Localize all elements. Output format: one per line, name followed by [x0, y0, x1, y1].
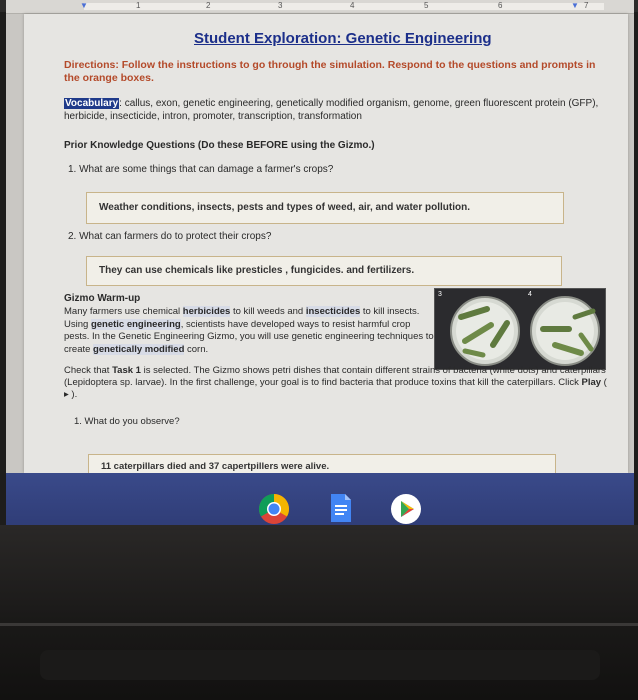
question-1: 1. What are some things that can damage a farmer's crops?	[68, 164, 334, 175]
warmup-text: , scientists have developed ways to resist harmful crop pests. In the Genetic Engineering Gizmo, you will use genetic engineering techniques to create	[64, 318, 434, 355]
term-genetically-modified: genetically modified	[93, 343, 185, 355]
gizmo-screenshot	[434, 288, 606, 370]
term-genetic-engineering: genetic engineering	[90, 318, 181, 330]
petri-dishes-image	[435, 289, 605, 369]
vocabulary-text	[64, 97, 609, 123]
question-observe: 1. What do you observe?	[74, 416, 180, 427]
warmup-text: to kill weeds and	[230, 306, 306, 317]
vocabulary-list: : callus, exon, genetic engineering, genetically modified organism, genome, green fluorescent protein (GFP), herbicide, insecticide, intron, promoter, transcription, transformation	[64, 98, 599, 122]
term-insecticides: insecticides	[305, 306, 361, 317]
play-label: Play	[581, 377, 602, 388]
task-instructions	[64, 365, 609, 401]
document-page[interactable]	[24, 14, 628, 473]
ruler-number: 7	[584, 1, 589, 10]
vocabulary-label: Vocabulary	[65, 98, 119, 109]
screen	[6, 0, 634, 538]
warmup-text: to kill insects. Using	[64, 306, 420, 330]
ruler-track	[84, 3, 604, 10]
ruler-number: 5	[424, 1, 429, 10]
ruler	[6, 0, 634, 14]
ruler-number: 3	[278, 1, 283, 10]
docs-icon[interactable]	[330, 493, 352, 523]
laptop-base	[40, 650, 600, 680]
petri-dish-left	[451, 297, 519, 365]
ruler-number: 2	[206, 1, 211, 10]
laptop-hinge	[0, 623, 638, 626]
warmup-heading: Gizmo Warm-up	[64, 293, 141, 304]
petri-dish-right	[531, 297, 599, 365]
gizmo-label-4: 4	[528, 291, 532, 298]
prior-knowledge-heading: Prior Knowledge Questions (Do these BEFORE using the Gizmo.)	[64, 140, 375, 151]
instruction-text: ( ▸ ).	[64, 377, 607, 400]
ruler-number: 6	[498, 1, 503, 10]
warmup-paragraph	[64, 306, 434, 356]
instruction-text: is selected. The Gizmo shows petri dishes that contain different strains of bacteria (white dots) and caterpillars (Lepidoptera sp. larvae). In the first challenge, your goal is to find bacteria that produce toxins that kill the caterpillars. Click	[64, 365, 606, 388]
term-herbicides: herbicides	[182, 306, 231, 317]
play-store-icon[interactable]	[390, 493, 422, 525]
warmup-text: Many farmers use chemical	[64, 306, 183, 317]
ruler-number: 4	[350, 1, 355, 10]
chrome-icon[interactable]	[258, 493, 290, 525]
question-2: 2. What can farmers do to protect their crops?	[68, 231, 272, 242]
answer-2-text: They can use chemicals like presticles , fungicides. and fertilizers.	[99, 265, 415, 276]
page-title: Student Exploration: Genetic Engineering	[194, 30, 492, 47]
gizmo-label-3: 3	[438, 291, 442, 298]
answer-3-text: 11 caterpillars died and 37 capertpillers were alive.	[101, 461, 330, 472]
instruction-text: Check that	[64, 365, 113, 376]
right-indent-marker[interactable]: ▼	[571, 1, 579, 10]
task-1-label: Task 1	[112, 365, 141, 376]
answer-1-text: Weather conditions, insects, pests and types of weed, air, and water pollution.	[99, 202, 471, 213]
directions-text: Directions: Follow the instructions to go through the simulation. Respond to the questions and prompts in the orange boxes.	[64, 59, 596, 84]
ruler-number: 1	[136, 1, 141, 10]
indent-marker[interactable]: ▼	[80, 1, 88, 10]
answer-box-2[interactable]	[86, 256, 562, 286]
warmup-text: corn.	[184, 343, 209, 355]
answer-box-1[interactable]	[86, 192, 564, 224]
